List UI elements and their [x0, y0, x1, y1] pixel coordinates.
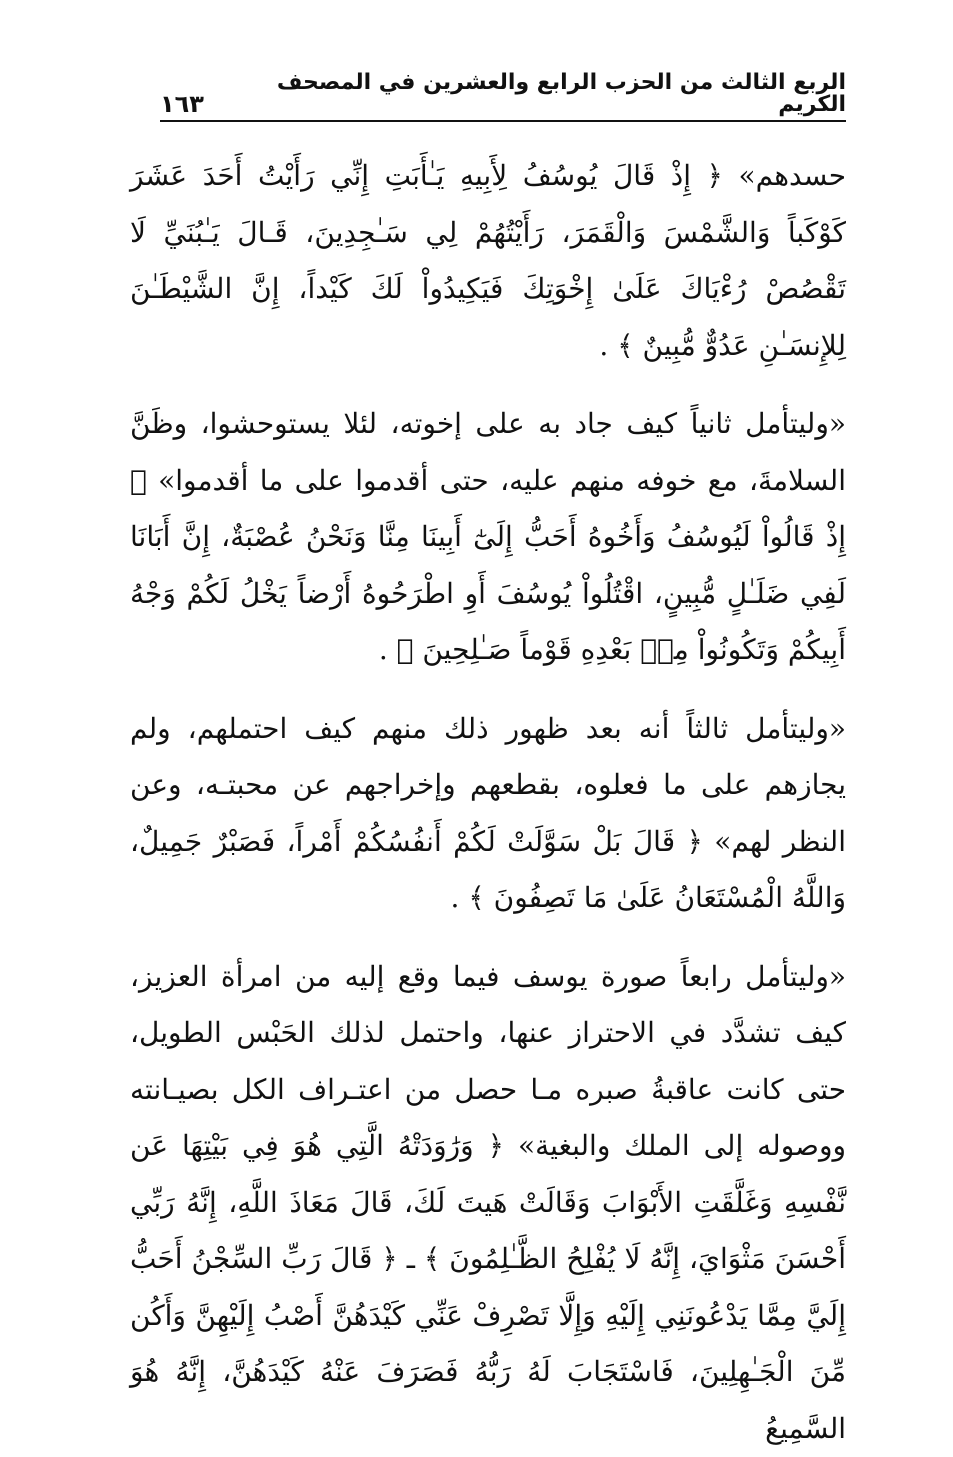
paragraph-1: حسدهم» ﴿ إِذْ قَالَ يُوسُفُ لِأَبِيهِ يَـٰأَبَتِ إِنِّي رَأَيْتُ أَحَدَ عَشَرَ كَوْكَباً وَالشَّمْسَ وَالْقَمَرَ، رَأَيْتُهُمْ لِي سَـٰجِدِينَ، قَـالَ يَـٰبُنَيِّ لَا تَقْصُصْ رُءْيَاكَ عَلَىٰ إِخْوَتِكَ فَيَكِيدُواْ لَكَ كَيْداً، إِنَّ الشَّيْطَـٰنَ لِلإِنسَـٰنِ عَدُوٌّ مُّبِينٌ ﴾ .	[130, 148, 846, 374]
body-text	[130, 148, 846, 1457]
page-number: ١٦٣	[160, 92, 204, 116]
running-title: الربع الثالث من الحزب الرابع والعشرين في المصحف الكريم	[204, 72, 846, 116]
page-header	[160, 82, 846, 122]
paragraph-3: «وليتأمل ثالثاً أنه بعد ظهور ذلك منهم كيف احتملهم، ولم يجازهم على ما فعلوه، بقطعهم وإخراجهم عن محبتـه، وعن النظر لهم» ﴿ قَالَ بَلْ سَوَّلَتْ لَكُمْ أَنفُسُكُمْ أَمْراً، فَصَبْرٌ جَمِيلٌ، وَاللَّهُ الْمُسْتَعَانُ عَلَىٰ مَا تَصِفُونَ ﴾ .	[130, 701, 846, 927]
paragraph-4: «وليتأمل رابعاً صورة يوسف فيما وقع إليه من امرأة العزيز، كيف تشدَّد في الاحتراز عنها، واحتمل لذلك الحَبْس الطويل، حتى كانت عاقبةُ صبره مـا حصل من اعتـراف الكل بصيـانته ووصوله إلى الملك والبغية» ﴿ وَرَٰوَدَتْهُ الَّتِي هُوَ فِي بَيْتِهَا عَن نَّفْسِهِ وَغَلَّقَتِ الأَبْوَابَ وَقَالَتْ هَيتَ لَكَ، قَالَ مَعَاذَ اللَّهِ، إِنَّهُ رَبِّي أَحْسَنَ مَثْوَايَ، إِنَّهُ لَا يُفْلِحُ الظَّـٰلِمُونَ ﴾ ـ ﴿ قَالَ رَبِّ السِّجْنُ أَحَبُّ إِلَيَّ مِمَّا يَدْعُونَنِي إِلَيْهِ وَإِلَّا تَصْرِفْ عَنِّي كَيْدَهُنَّ أَصْبُ إِلَيْهِنَّ وَأَكُن مِّنَ الْجَـٰهِلِينَ، فَاسْتَجَابَ لَهُ رَبُّهُ فَصَرَفَ عَنْهُ كَيْدَهُنَّ، إِنَّهُ هُوَ السَّمِيعُ	[130, 949, 846, 1457]
paragraph-2: «وليتأمل ثانياً كيف جاد به على إخوته، لئلا يستوحشوا، وظَنَّ السلامةَ، مع خوفه منهم عليه، حتى أقدموا على ما أقدموا» ﴿ إِذْ قَالُواْ لَيُوسُفُ وَأَخُوهُ أَحَبُّ إِلَىٰٓ أَبِينَا مِنَّا وَنَحْنُ عُصْبَةٌ، إِنَّ أَبَانَا لَفِي ضَلَـٰلٍ مُّبِينٍ، اقْتُلُواْ يُوسُفَ أَوِ اطْرَحُوهُ أَرْضاً يَخْلُ لَكُمْ وَجْهُ أَبِيكُمْ وَتَكُونُواْ مِنۢ بَعْدِهِ قَوْماً صَـٰلِحِينَ ﴾ .	[130, 396, 846, 679]
